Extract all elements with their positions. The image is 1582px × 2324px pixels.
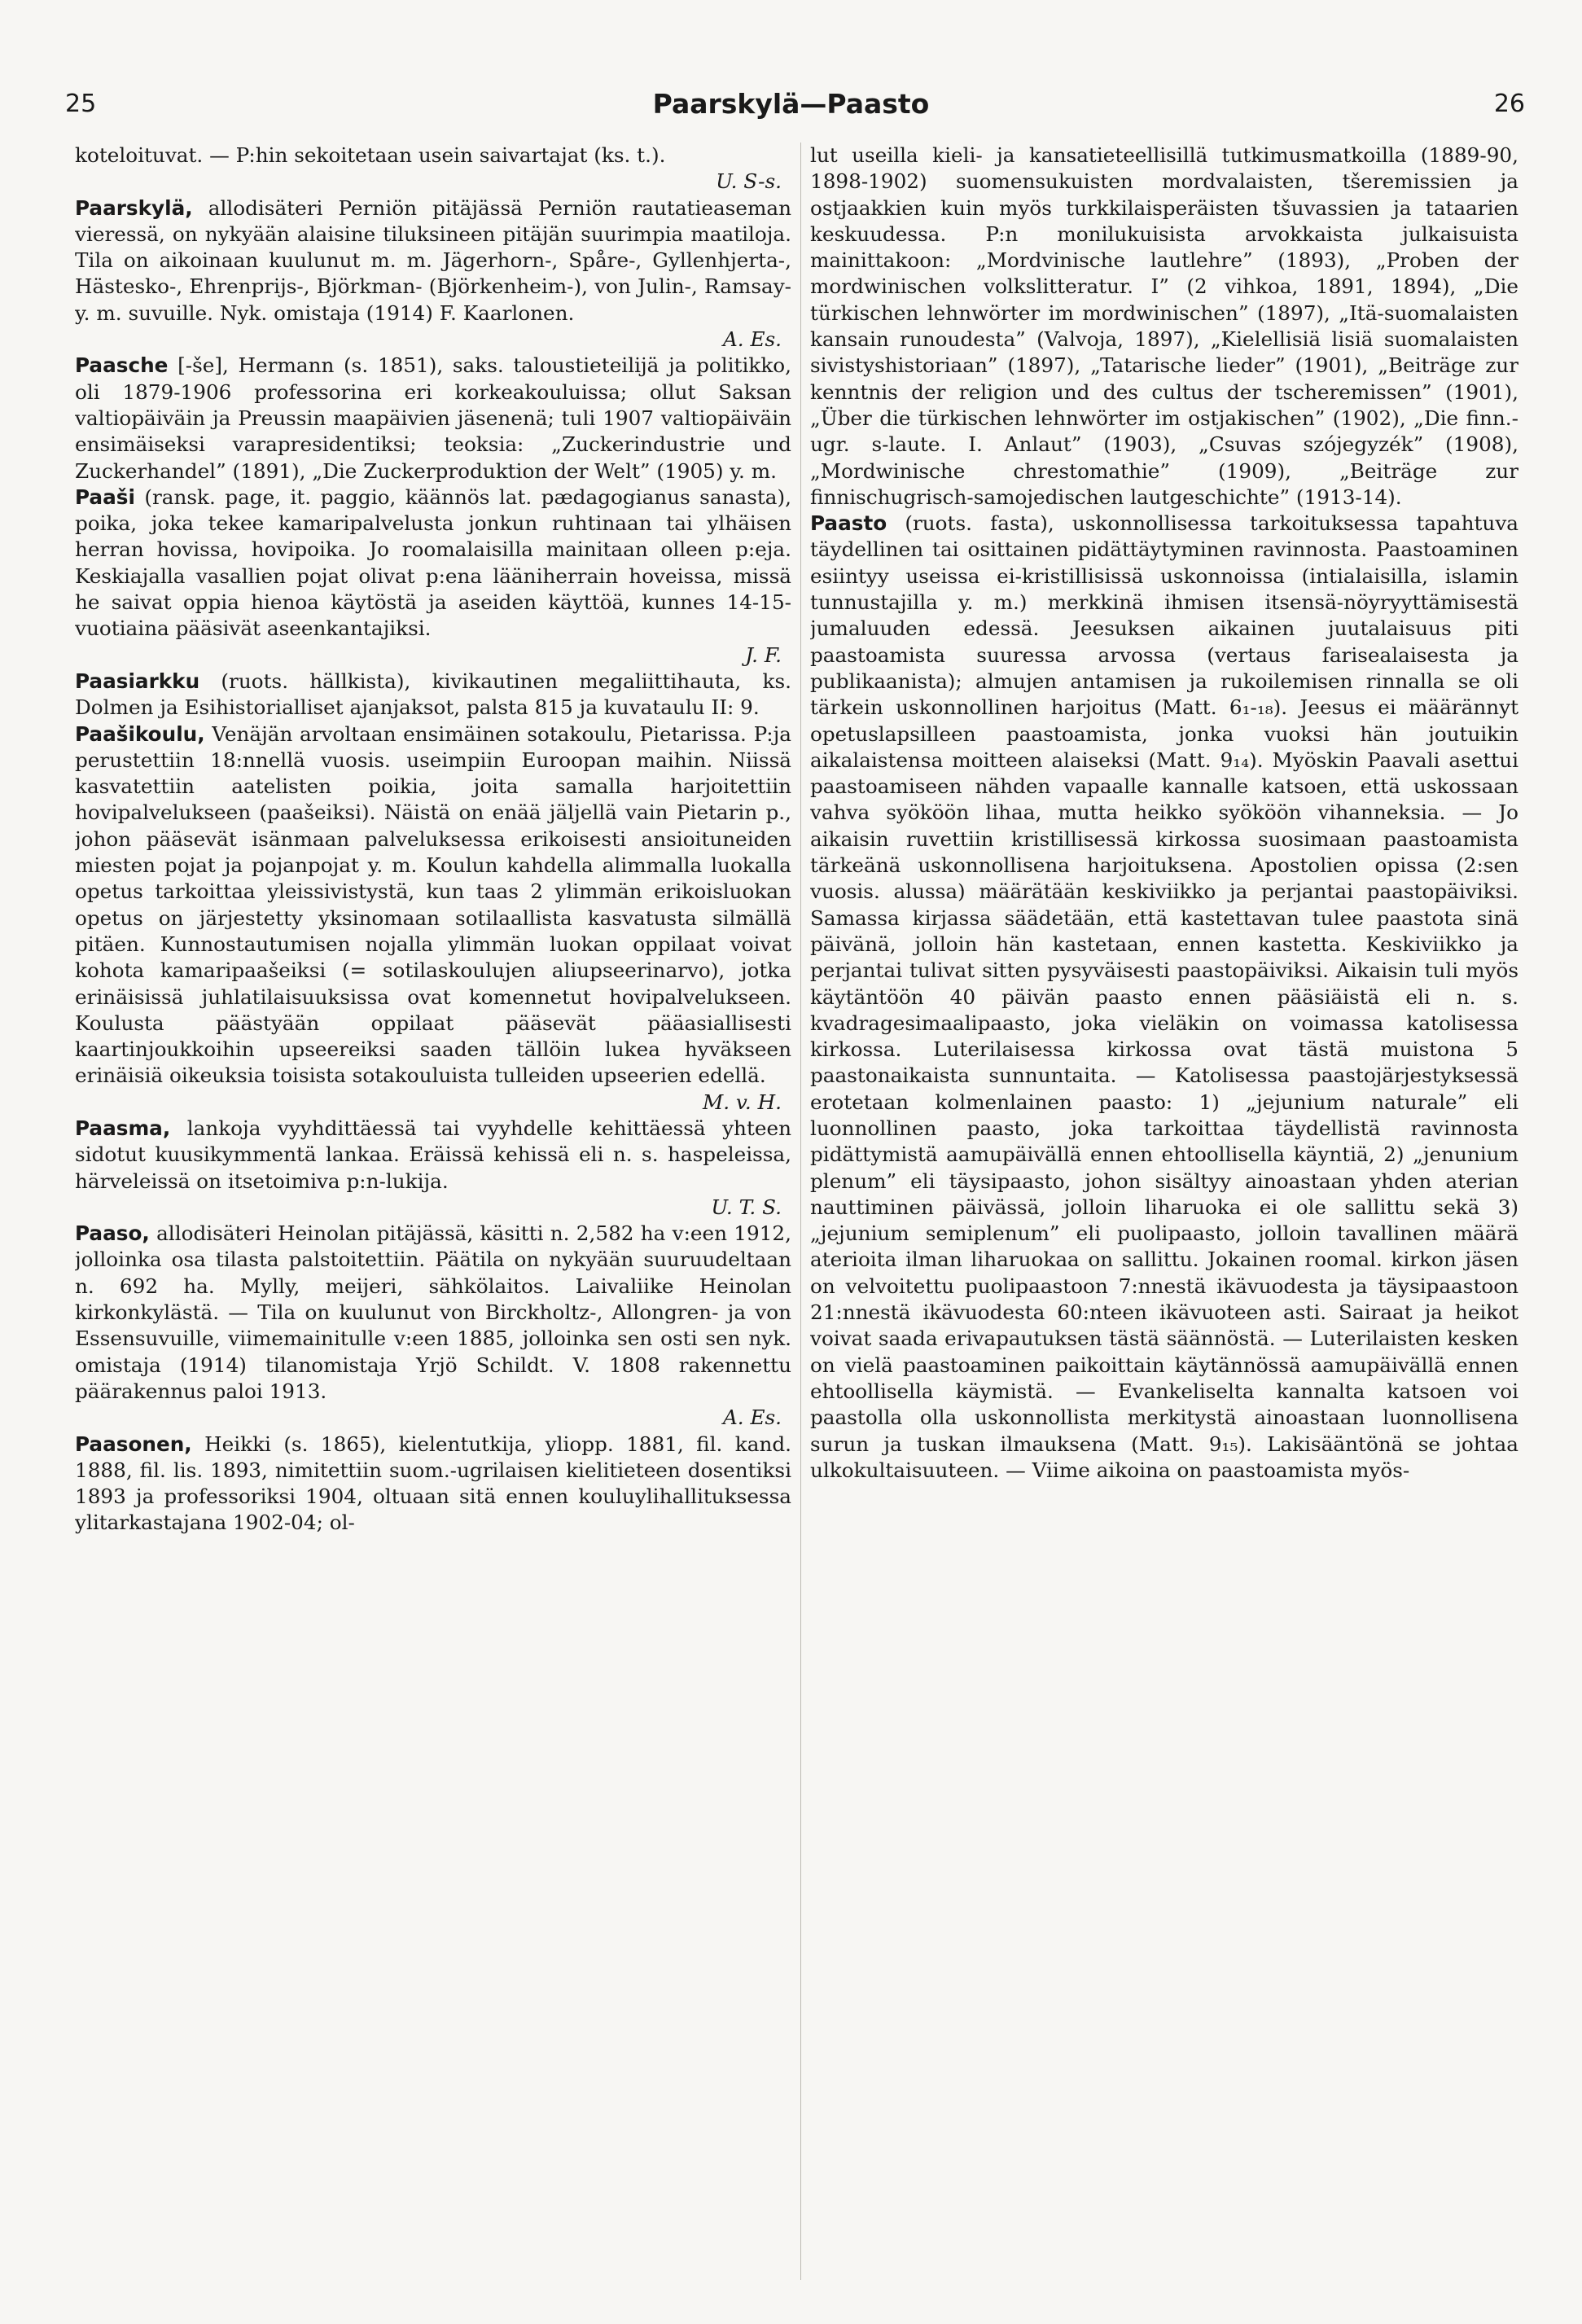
entry-text: [-še], Hermann (s. 1851), saks. taloustieteilijä ja politikko, oli 1879-1906 professorina eri korkeakouluissa; ollut Saksan valtiopäiväin ja Preussin maapäivien jäsenenä; tuli 1907 valtiopäiväin ensimäiseksi varapresidentiksi; teoksia: „Zuckerindustrie und Zuckerhandel” (1891), „Die Zuckerproduktion der Welt” (1905) y. m.	[75, 353, 791, 483]
article-entry	[75, 669, 791, 721]
entry-headword: Paarskylä,	[75, 195, 193, 220]
entry-headword: Paaši	[75, 485, 135, 509]
right-page-number: 26	[1493, 90, 1525, 118]
entry-headword: Paasma,	[75, 1116, 171, 1140]
entry-headword: Paasche	[75, 353, 169, 378]
article-entry	[810, 511, 1518, 1484]
page-header	[0, 0, 1582, 143]
left-page-number: 25	[65, 90, 97, 118]
article-entry	[75, 353, 791, 484]
author-signature: A. Es.	[722, 1405, 782, 1430]
author-signature: M. v. H.	[702, 1090, 782, 1114]
entry-headword: Paasonen,	[75, 1432, 192, 1456]
article-entry	[75, 1116, 791, 1221]
entry-text: koteloituvat. — P:hin sekoitetaan usein saivartajat (ks. t.).	[75, 143, 666, 167]
entry-headword: Paasiarkku	[75, 669, 200, 693]
author-signature: A. Es.	[722, 327, 782, 352]
article-entry	[75, 721, 791, 1116]
running-title: Paarskylä—Paasto	[652, 88, 930, 120]
entry-headword: Paašikoulu,	[75, 721, 205, 746]
right-column	[810, 143, 1518, 2309]
entry-text: Venäjän arvoltaan ensimäinen sotakoulu, Pietarissa. P:ja perustettiin 18:nnellä vuosis. useimpiin Euroopan maihin. Niissä kasvatettiin aatelisten poikia, joita samalla harjoitettiin hovipalvelukseen (paašeiksi). Näistä on enää jäljellä vain Pietarin p., johon pääsevät isänmaan palveluksessa erikoisesti ansioituneiden miesten pojat ja pojanpojat y. m. Koulun kahdella alimmalla luokalla opetus tarkoittaa yleissivistystä, kun taas 2 ylimmän erikoisluokan opetus on järjestetty yksinomaan sotilaallista kasvatusta silmällä pitäen. Kunnostautumisen nojalla ylimmän luokan oppilaat voivat kohota kamaripaašeiksi (= sotilaskoulujen aliupseerinarvo), jotka erinäisissä juhlatilaisuuksissa ovat komennetut hovipalvelukseen. Koulusta päästyään oppilaat pääsevät pääasiallisesti kaartinjoukkoihin upseereiksi saaden tällöin lukea hyväkseen erinäisiä oikeuksia toisista sotakouluista tulleiden upseerien edellä.	[75, 721, 791, 1088]
entry-text: Heikki (s. 1865), kielentutkija, yliopp. 1881, fil. kand. 1888, fil. lis. 1893, nimitettiin suom.-ugrilaisen kielitieteen dosentiksi 1893 ja professoriksi 1904, oltuaan sitä ennen kouluylihallituksessa ylitarkastajana 1902-04; ol-	[75, 1432, 791, 1535]
author-signature: U. T. S.	[711, 1195, 782, 1219]
entry-text: allodisäteri Perniön pitäjässä Perniön rautatieaseman vieressä, on nykyään alaisine tiluksineen pitäjän suurimpia maatiloja. Tila on aikoinaan kuulunut m. m. Jägerhorn-, Spåre-, Gyllenhjerta-, Hästesko-, Ehrenprijs-, Björkman- (Björkenheim-), von Julin-, Ramsay- y. m. suvuille. Nyk. omistaja (1914) F. Kaarlonen.	[75, 195, 791, 325]
article-entry	[810, 143, 1518, 511]
author-signature: J. F.	[745, 642, 782, 667]
article-entry	[75, 1221, 791, 1431]
entry-headword: Paasto	[810, 511, 887, 536]
article-entry	[75, 195, 791, 353]
entry-text: (ruots. hällkista), kivikautinen megaliittihauta, ks. Dolmen ja Esihistorialliset ajanjaksot, palsta 815 ja kuvataulu II: 9.	[75, 669, 791, 720]
left-column	[75, 143, 791, 2309]
entry-text: (ruots. fasta), uskonnollisessa tarkoituksessa tapahtuva täydellinen tai osittainen pidättäytyminen ravinnosta. Paastoaminen esiintyy useissa ei-kristillisissä uskonnoissa (intialaisilla, islamin tunnustajilla y. m.) merkkinä ihmisen itsensä-nöyryyttämisestä jumaluuden edessä. Jeesuksen aikainen juutalaisuus piti paastoamista suuressa arvossa (vertaus farisealaisesta ja publikaanista); almujen antamisen ja rukoilemisen rinnalla se oli tärkein uskonnollinen harjoitus (Matt. 6₁-₁₈). Jeesus ei määrännyt opetuslapsilleen paastoamista, jonka vuoksi hän joutuikin aikalaistensa moitteen alaiseksi (Matt. 9₁₄). Myöskin Paavali asettui paastoamiseen nähden vapaalle kannalle katsoen, että uskossaan vahva syököön lihaa, mutta heikko syököön vihanneksia. — Jo aikaisin ruvettiin kristillisessä kirkossa suosimaan paastoamista tärkeänä uskonnollisena harjoituksena. Apostolien opissa (2:sen vuosis. alussa) määrätään keskiviikko ja perjantai paastopäiviksi. Samassa kirjassa säädetään, että kastettavan tulee paastota sinä päivänä, jolloin hän kastetaan, ennen kastetta. Keskiviikko ja perjantai tulivat sitten pysyväisesti paastopäiviksi. Aikaisin tuli myös käytäntöön 40 päivän paasto ennen pääsiäistä eli n. s. kvadragesimaalipaasto, joka vieläkin on voimassa katolisessa kirkossa. Luterilaisessa kirkossa ovat tästä muistona 5 paastonaikaista sunnuntaita. — Katolisessa paastojärjestyksessä erotetaan kolmenlainen paasto: 1) „jejunium naturale” eli luonnollinen paasto, joka tarkoittaa täydellistä ravinnosta pidättymistä aamupäivällä ennen ehtoollisella käyntiä, 2) „jenunium plenum” eli täysipaasto, johon sisältyy ainoastaan yhden aterian nauttiminen päivässä, jolloin liharuoka ei ole sallittu sekä 3) „jejunium semiplenum” eli puolipaasto, jolloin tavallinen määrä aterioita ilman liharuokaa on sallittu. Jokainen roomal. kirkon jäsen on velvoitettu puolipaastoon 7:nnestä ikävuodesta ja täysipaastoon 21:nnestä ikävuodesta 60:nteen ikävuoteen asti. Sairaat ja heikot voivat saada erivapautuksen tästä säännöstä. — Luterilaisten kesken on vielä paastoaminen paikoittain käytännössä aamupäivällä ennen ehtoollisella käymistä. — Evankeliselta kannalta katsoen voi paastolla olla uskonnollista merkitystä ainoastaan luonnollisena surun ja tuskan ilmauksena (Matt. 9₁₅). Lakisääntönä se johtaa ulkokultaisuuteen. — Viime aikoina on paastoamista myös-	[810, 511, 1518, 1482]
entry-text: lut useilla kieli- ja kansatieteellisillä tutkimusmatkoilla (1889-90, 1898-1902) suomensukuisten mordvalaisten, tšeremissien ja ostjaakkien kuin myös turkkilaisperäisten tšuvassien ja tataarien keskuudessa. P:n monilukuisista arvokkaista julkaisuista mainittakoon: „Mordvinische lautlehre” (1893), „Proben der mordwinischen volkslitteratur. I” (2 vihkoa, 1891, 1894), „Die türkischen lehnwörter im mordwinischen” (1897), „Itä-suomalaisten kansain runoudesta” (Valvoja, 1897), „Kielellisiä lisiä suomalaisten sivistyshistoriaan” (1897), „Tatarische lieder” (1901), „Beiträge zur kenntnis der religion und des cultus der tscheremissen” (1901), „Über die türkischen lehnwörter im ostjakischen” (1902), „Die finn.-ugr. s-laute. I. Anlaut” (1903), „Csuvas szójegyzék” (1908), „Mordwinische chrestomathie” (1909), „Beiträge zur finnischugrisch-samojedischen lautgeschichte” (1913-14).	[810, 143, 1518, 509]
article-entry	[75, 485, 791, 669]
entry-headword: Paaso,	[75, 1221, 150, 1246]
entry-text: (ransk. page, it. paggio, käännös lat. pædagogianus sanasta), poika, joka tekee kamaripalvelusta jonkun ruhtinaan tai ylhäisen herran hovissa, hovipoika. Jo roomalaisilla mainitaan olleen p:eja. Keskiajalla vasallien pojat olivat p:ena lääniherrain hoveissa, missä he saivat oppia hienoa käytöstä ja aseiden käyttöä, kunnes 14-15-vuotiaina pääsivät aseenkantajiksi.	[75, 485, 791, 641]
entry-text: allodisäteri Heinolan pitäjässä, käsitti n. 2,582 ha v:een 1912, jolloinka osa tilasta palstoitettiin. Päätila on nykyään suuruudeltaan n. 692 ha. Mylly, meijeri, sähkölaitos. Laivaliike Heinolan kirkonkylästä. — Tila on kuulunut von Birckholtz-, Allongren- ja von Essensuvuille, viimemainitulle v:een 1885, jolloinka sen osti sen nyk. omistaja (1914) tilanomistaja Yrjö Schildt. V. 1808 rakennettu päärakennus paloi 1913.	[75, 1221, 791, 1403]
article-entry	[75, 143, 791, 195]
author-signature: U. S-s.	[716, 169, 782, 194]
column-divider	[800, 143, 801, 2280]
entry-text: lankoja vyyhdittäessä tai vyyhdelle kehittäessä yhteen sidotut kuusikymmentä lankaa. Eräissä kehissä eli n. s. haspeleissa, härveleissä on itsetoimiva p:n-lukija.	[75, 1116, 791, 1193]
article-entry	[75, 1432, 791, 1537]
